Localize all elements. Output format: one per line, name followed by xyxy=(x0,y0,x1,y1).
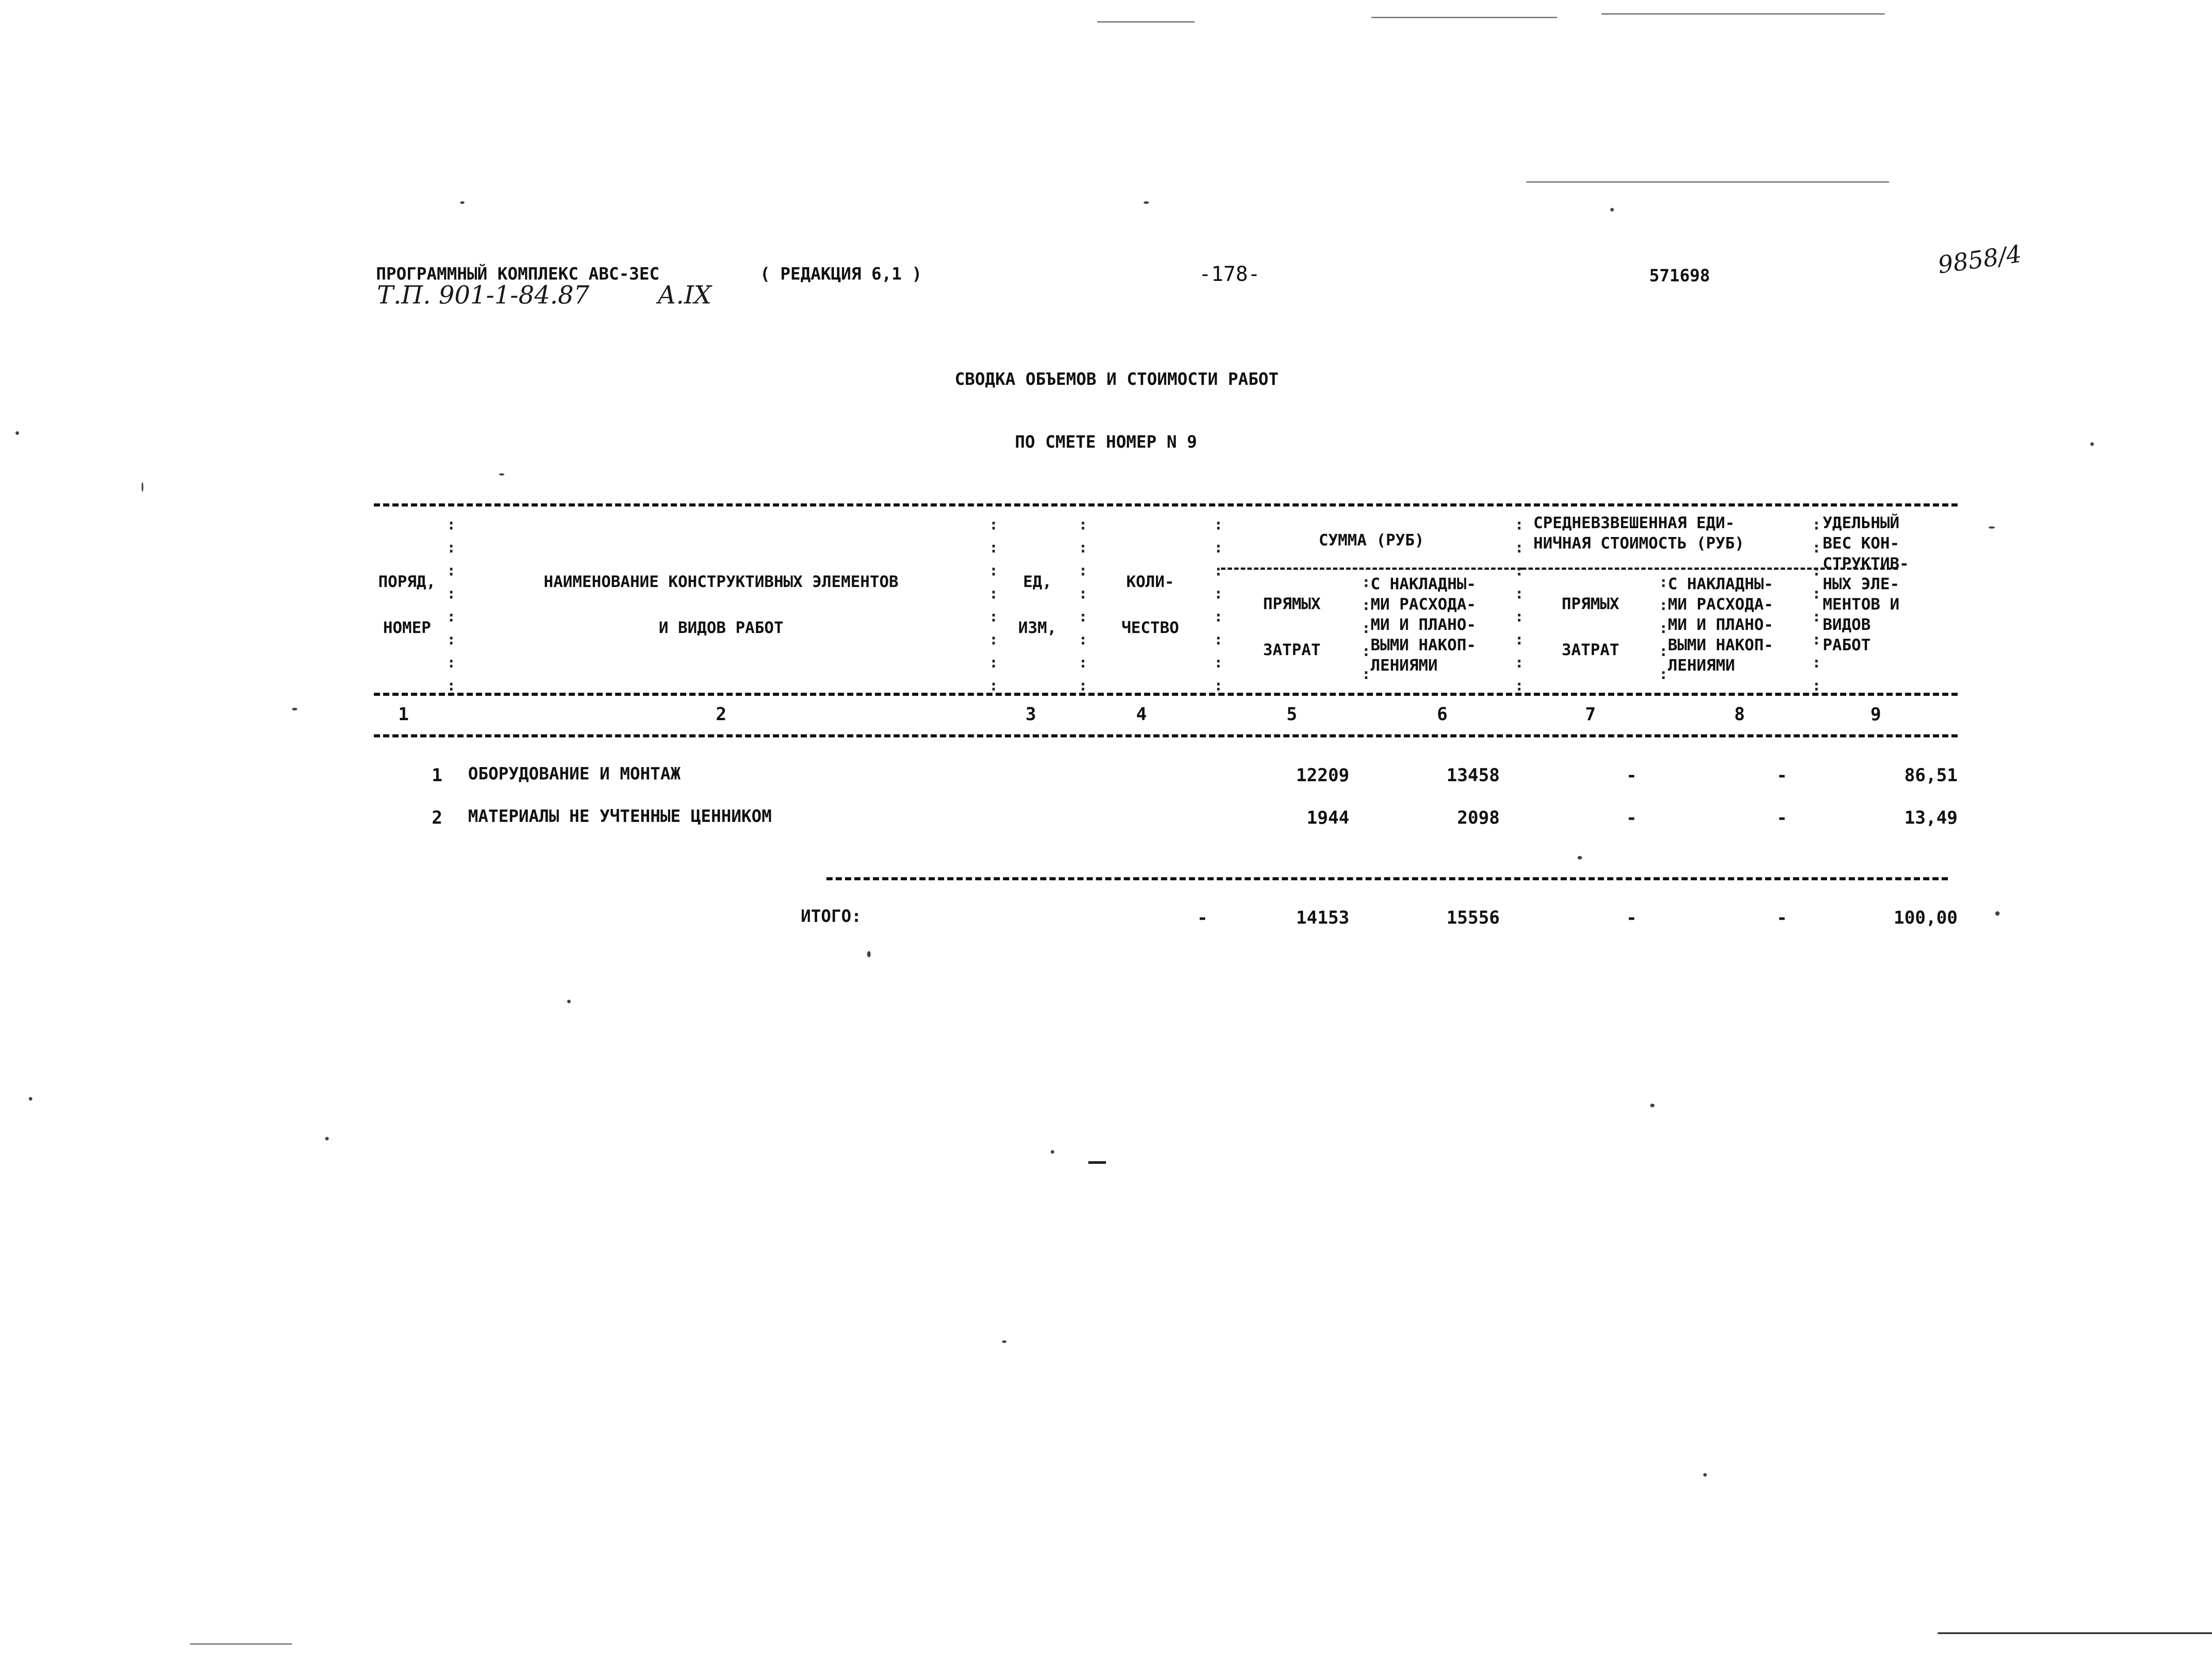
row-avg-with-overhead: - xyxy=(1776,808,1787,828)
column-separator: : : : : : : : : xyxy=(1514,516,1524,695)
header-avg-direct-costs: ПРЯМЫХ ЗАТРАТ xyxy=(1561,595,1620,659)
scan-artifact-line xyxy=(1088,1161,1106,1164)
header-with-overhead: С НАКЛАДНЫ- МИ РАСХОДА- МИ И ПЛАНО- ВЫМИ НАКОП- ЛЕНИЯМИ xyxy=(1371,575,1476,675)
total-quantity: - xyxy=(1197,908,1208,928)
column-number: 8 xyxy=(1734,704,1745,725)
scan-speck xyxy=(1002,1340,1006,1343)
header-order-number: ПОРЯД, НОМЕР xyxy=(378,573,436,637)
program-line: ПРОГРАММНЫЙ КОМПЛЕКС АВС-3ЕС xyxy=(376,264,660,284)
total-avg-direct-costs: - xyxy=(1626,908,1637,928)
scan-speck xyxy=(867,951,871,957)
scan-speck xyxy=(1578,856,1582,860)
scan-speck xyxy=(460,201,465,204)
page-number: -178- xyxy=(1199,262,1260,286)
row-number: 2 xyxy=(431,808,442,828)
handwritten-project-number: Т.П. 901-1-84.87 xyxy=(377,281,590,310)
row-direct-costs: 1944 xyxy=(1306,808,1349,828)
scan-artifact-line xyxy=(1601,13,1885,15)
header-avg-group: СРЕДНЕВЗВЕШЕННАЯ ЕДИ- НИЧНАЯ СТОИМОСТЬ (РУБ) xyxy=(1533,514,1744,553)
scan-speck xyxy=(1989,526,1995,529)
column-number-rule xyxy=(374,734,1958,737)
scan-artifact-line xyxy=(190,1643,292,1645)
column-separator: : : : : : : : : xyxy=(989,516,998,695)
column-separator: : : : : : xyxy=(1659,573,1668,683)
column-separator: : : : : : : : : xyxy=(1812,516,1821,695)
table-top-rule xyxy=(374,503,1958,507)
row-avg-direct-costs: - xyxy=(1626,808,1637,828)
scan-speck xyxy=(1610,208,1614,211)
row-with-overhead: 2098 xyxy=(1457,808,1500,828)
scan-speck xyxy=(567,1000,571,1003)
header-quantity: КОЛИ- ЧЕСТВО xyxy=(1121,573,1179,637)
page-title: СВОДКА ОБЪЕМОВ И СТОИМОСТИ РАБОТ xyxy=(955,369,1279,389)
scan-artifact-line xyxy=(1097,21,1194,23)
handwritten-album: А.IX xyxy=(657,281,712,310)
header-sum-group: СУММА (РУБ) xyxy=(1318,531,1425,549)
scan-artifact-line xyxy=(1938,1632,2212,1634)
column-number: 2 xyxy=(715,704,727,725)
row-name: МАТЕРИАЛЫ НЕ УЧТЕННЫЕ ЦЕННИКОМ xyxy=(468,806,772,826)
column-separator: : : : : : : : : xyxy=(446,516,456,695)
row-specific-weight: 13,49 xyxy=(1904,808,1958,828)
scan-speck xyxy=(1650,1104,1655,1107)
column-number: 5 xyxy=(1286,704,1298,725)
column-separator: : : : : : : : : xyxy=(1214,516,1223,695)
sum-group-rule xyxy=(1221,568,1522,570)
scan-speck xyxy=(2090,442,2094,446)
total-avg-with-overhead: - xyxy=(1776,908,1787,928)
edition: ( РЕДАКЦИЯ 6,1 ) xyxy=(760,264,922,284)
doc-code: 571698 xyxy=(1649,266,1710,285)
scan-speck xyxy=(325,1137,329,1140)
scan-speck xyxy=(15,431,19,435)
header-specific-weight: УДЕЛЬНЫЙ ВЕС КОН- СТРУКТИВ- НЫХ ЭЛЕ- МЕНТОВ И ВИДОВ РАБОТ xyxy=(1823,514,1909,654)
total-with-overhead: 15556 xyxy=(1446,908,1500,928)
column-number: 6 xyxy=(1436,704,1448,725)
column-separator: : : : : : : : : xyxy=(1078,516,1088,695)
column-number: 4 xyxy=(1136,704,1147,725)
scan-speck xyxy=(1995,911,2000,916)
scan-speck xyxy=(499,473,504,476)
row-number: 1 xyxy=(431,765,442,786)
total-specific-weight: 100,00 xyxy=(1893,908,1958,928)
scan-speck xyxy=(292,708,297,710)
row-avg-direct-costs: - xyxy=(1626,765,1637,786)
row-name: ОБОРУДОВАНИЕ И МОНТАЖ xyxy=(468,764,681,783)
scan-artifact-line xyxy=(1371,17,1557,18)
column-number: 3 xyxy=(1025,704,1037,725)
scan-speck xyxy=(142,482,143,492)
scan-speck xyxy=(1144,201,1149,204)
row-specific-weight: 86,51 xyxy=(1904,765,1958,786)
scan-speck xyxy=(1051,1150,1054,1154)
column-number: 9 xyxy=(1870,704,1882,725)
header-avg-with-overhead: С НАКЛАДНЫ- МИ РАСХОДА- МИ И ПЛАНО- ВЫМИ НАКОП- ЛЕНИЯМИ xyxy=(1668,575,1774,675)
row-direct-costs: 12209 xyxy=(1296,765,1349,786)
scan-speck xyxy=(29,1097,32,1101)
row-avg-with-overhead: - xyxy=(1776,765,1787,786)
header-unit: ЕД, ИЗМ, xyxy=(1018,573,1057,637)
handwritten-sheet-number: 9858/4 xyxy=(1936,240,2024,279)
header-bottom-rule xyxy=(374,693,1958,696)
header-direct-costs: ПРЯМЫХ ЗАТРАТ xyxy=(1263,595,1321,659)
total-direct-costs: 14153 xyxy=(1296,908,1349,928)
total-label: ИТОГО: xyxy=(801,906,862,926)
header-element-name: НАИМЕНОВАНИЕ КОНСТРУКТИВНЫХ ЭЛЕМЕНТОВ И ВИДОВ РАБОТ xyxy=(544,573,899,637)
column-number: 1 xyxy=(398,704,409,725)
scan-artifact-line xyxy=(1526,181,1889,183)
total-separator-rule xyxy=(826,877,1948,880)
column-separator: : : : : : xyxy=(1361,573,1371,683)
column-number: 7 xyxy=(1585,704,1596,725)
row-with-overhead: 13458 xyxy=(1446,765,1500,786)
page-subtitle: ПО СМЕТЕ НОМЕР N 9 xyxy=(1015,432,1197,452)
scan-speck xyxy=(1703,1473,1707,1477)
